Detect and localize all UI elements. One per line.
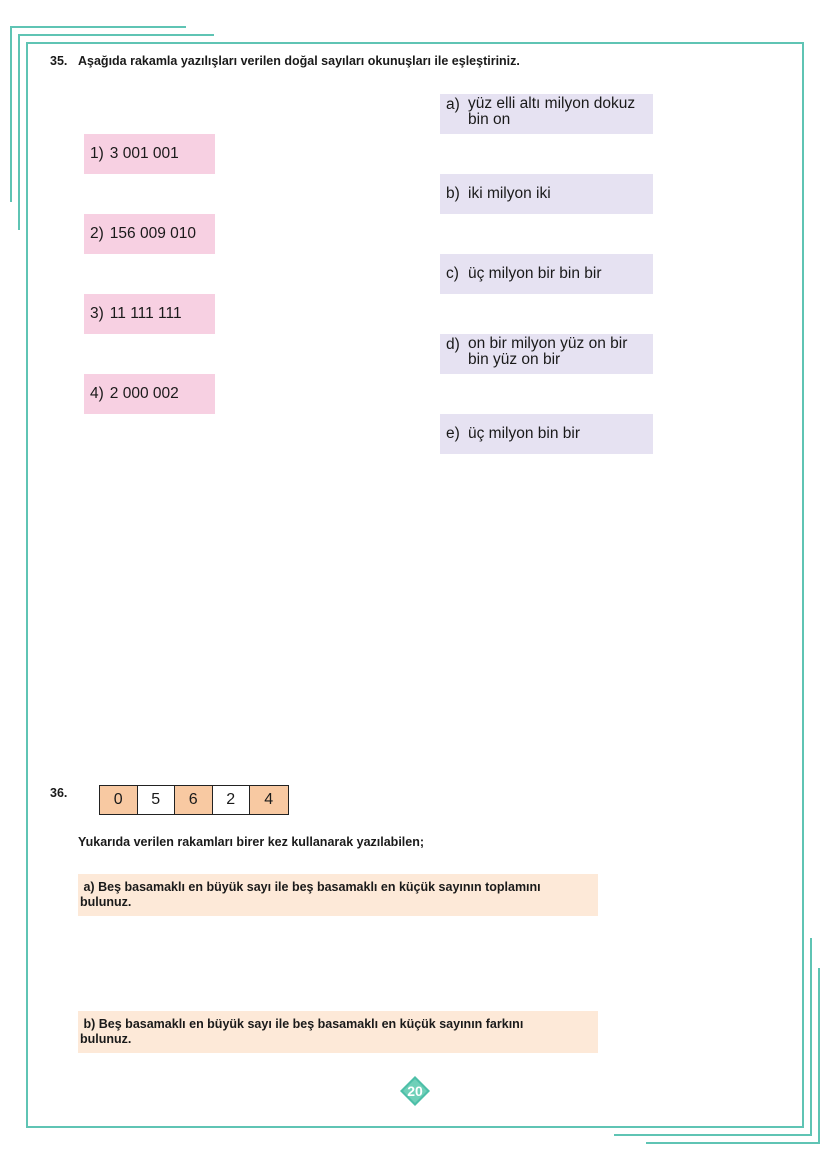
part-a-text-continued: bulunuz. — [80, 895, 132, 909]
question-36-part-b — [78, 1011, 598, 1053]
number-item-1 — [84, 134, 215, 174]
frame-accent-line — [810, 938, 812, 1134]
reading-item-text: bin yüz on bir — [468, 351, 561, 368]
number-item-2 — [84, 214, 215, 254]
part-b-text-continued: bulunuz. — [80, 1032, 132, 1046]
number-item-label: 3) — [90, 305, 104, 322]
reading-item-e — [440, 414, 653, 454]
question-35-number: 35. — [50, 54, 68, 68]
reading-item-c — [440, 254, 653, 294]
reading-item-text: iki milyon iki — [468, 185, 551, 202]
part-a-label: a) — [83, 880, 95, 894]
number-item-label: 2) — [90, 225, 104, 242]
digit-cell: 6 — [175, 786, 213, 814]
question-36-number: 36. — [50, 786, 68, 800]
frame-top-line — [26, 42, 804, 44]
digit-cell: 4 — [250, 786, 288, 814]
number-item-value: 156 009 010 — [109, 225, 196, 242]
question-36-intro: Yukarıda verilen rakamları birer kez kullanarak yazılabilen; — [78, 835, 425, 849]
frame-accent-line — [646, 1142, 820, 1144]
frame-accent-line — [18, 34, 20, 230]
number-item-value: 3 001 001 — [109, 145, 179, 162]
frame-bottom-line — [26, 1126, 804, 1128]
page-number: 20 — [407, 1083, 423, 1099]
reading-item-label: e) — [446, 425, 460, 442]
number-item-value: 2 000 002 — [109, 385, 179, 402]
question-35-text: Aşağıda rakamla yazılışları verilen doğal sayıları okunuşları ile eşleştiriniz. — [78, 54, 520, 68]
reading-item-label: c) — [446, 265, 459, 282]
number-item-label: 4) — [90, 385, 104, 402]
number-item-value: 11 111 111 — [109, 305, 182, 322]
part-a-text: Beş basamaklı en büyük sayı ile beş basamaklı en küçük sayının toplamını — [98, 880, 541, 894]
number-item-3 — [84, 294, 215, 334]
frame-left-line — [26, 42, 28, 1128]
reading-item-text: üç milyon bir bin bir — [468, 265, 602, 282]
reading-item-text: üç milyon bin bir — [468, 425, 580, 442]
reading-item-text: on bir milyon yüz on bir — [468, 335, 628, 352]
reading-item-a — [440, 94, 653, 134]
frame-accent-line — [818, 968, 820, 1142]
digit-row — [99, 785, 289, 815]
frame-accent-line — [10, 26, 12, 202]
frame-accent-line — [10, 26, 186, 28]
part-b-text: Beş basamaklı en büyük sayı ile beş basamaklı en küçük sayının farkını — [98, 1017, 524, 1031]
reading-item-label: a) — [446, 96, 460, 113]
reading-item-label: b) — [446, 185, 460, 202]
digit-cell: 5 — [138, 786, 176, 814]
digit-cell: 0 — [100, 786, 138, 814]
number-item-label: 1) — [90, 145, 104, 162]
reading-item-d — [440, 334, 653, 374]
frame-accent-line — [614, 1134, 812, 1136]
question-36-part-a — [78, 874, 598, 916]
frame-accent-line — [18, 34, 214, 36]
reading-item-label: d) — [446, 336, 460, 353]
frame-right-line — [802, 42, 804, 1128]
reading-item-b — [440, 174, 653, 214]
number-item-4 — [84, 374, 215, 414]
digit-cell: 2 — [213, 786, 251, 814]
reading-item-text: yüz elli altı milyon dokuz — [468, 95, 636, 112]
reading-item-text: bin on — [468, 111, 511, 128]
part-b-label: b) — [83, 1017, 96, 1031]
